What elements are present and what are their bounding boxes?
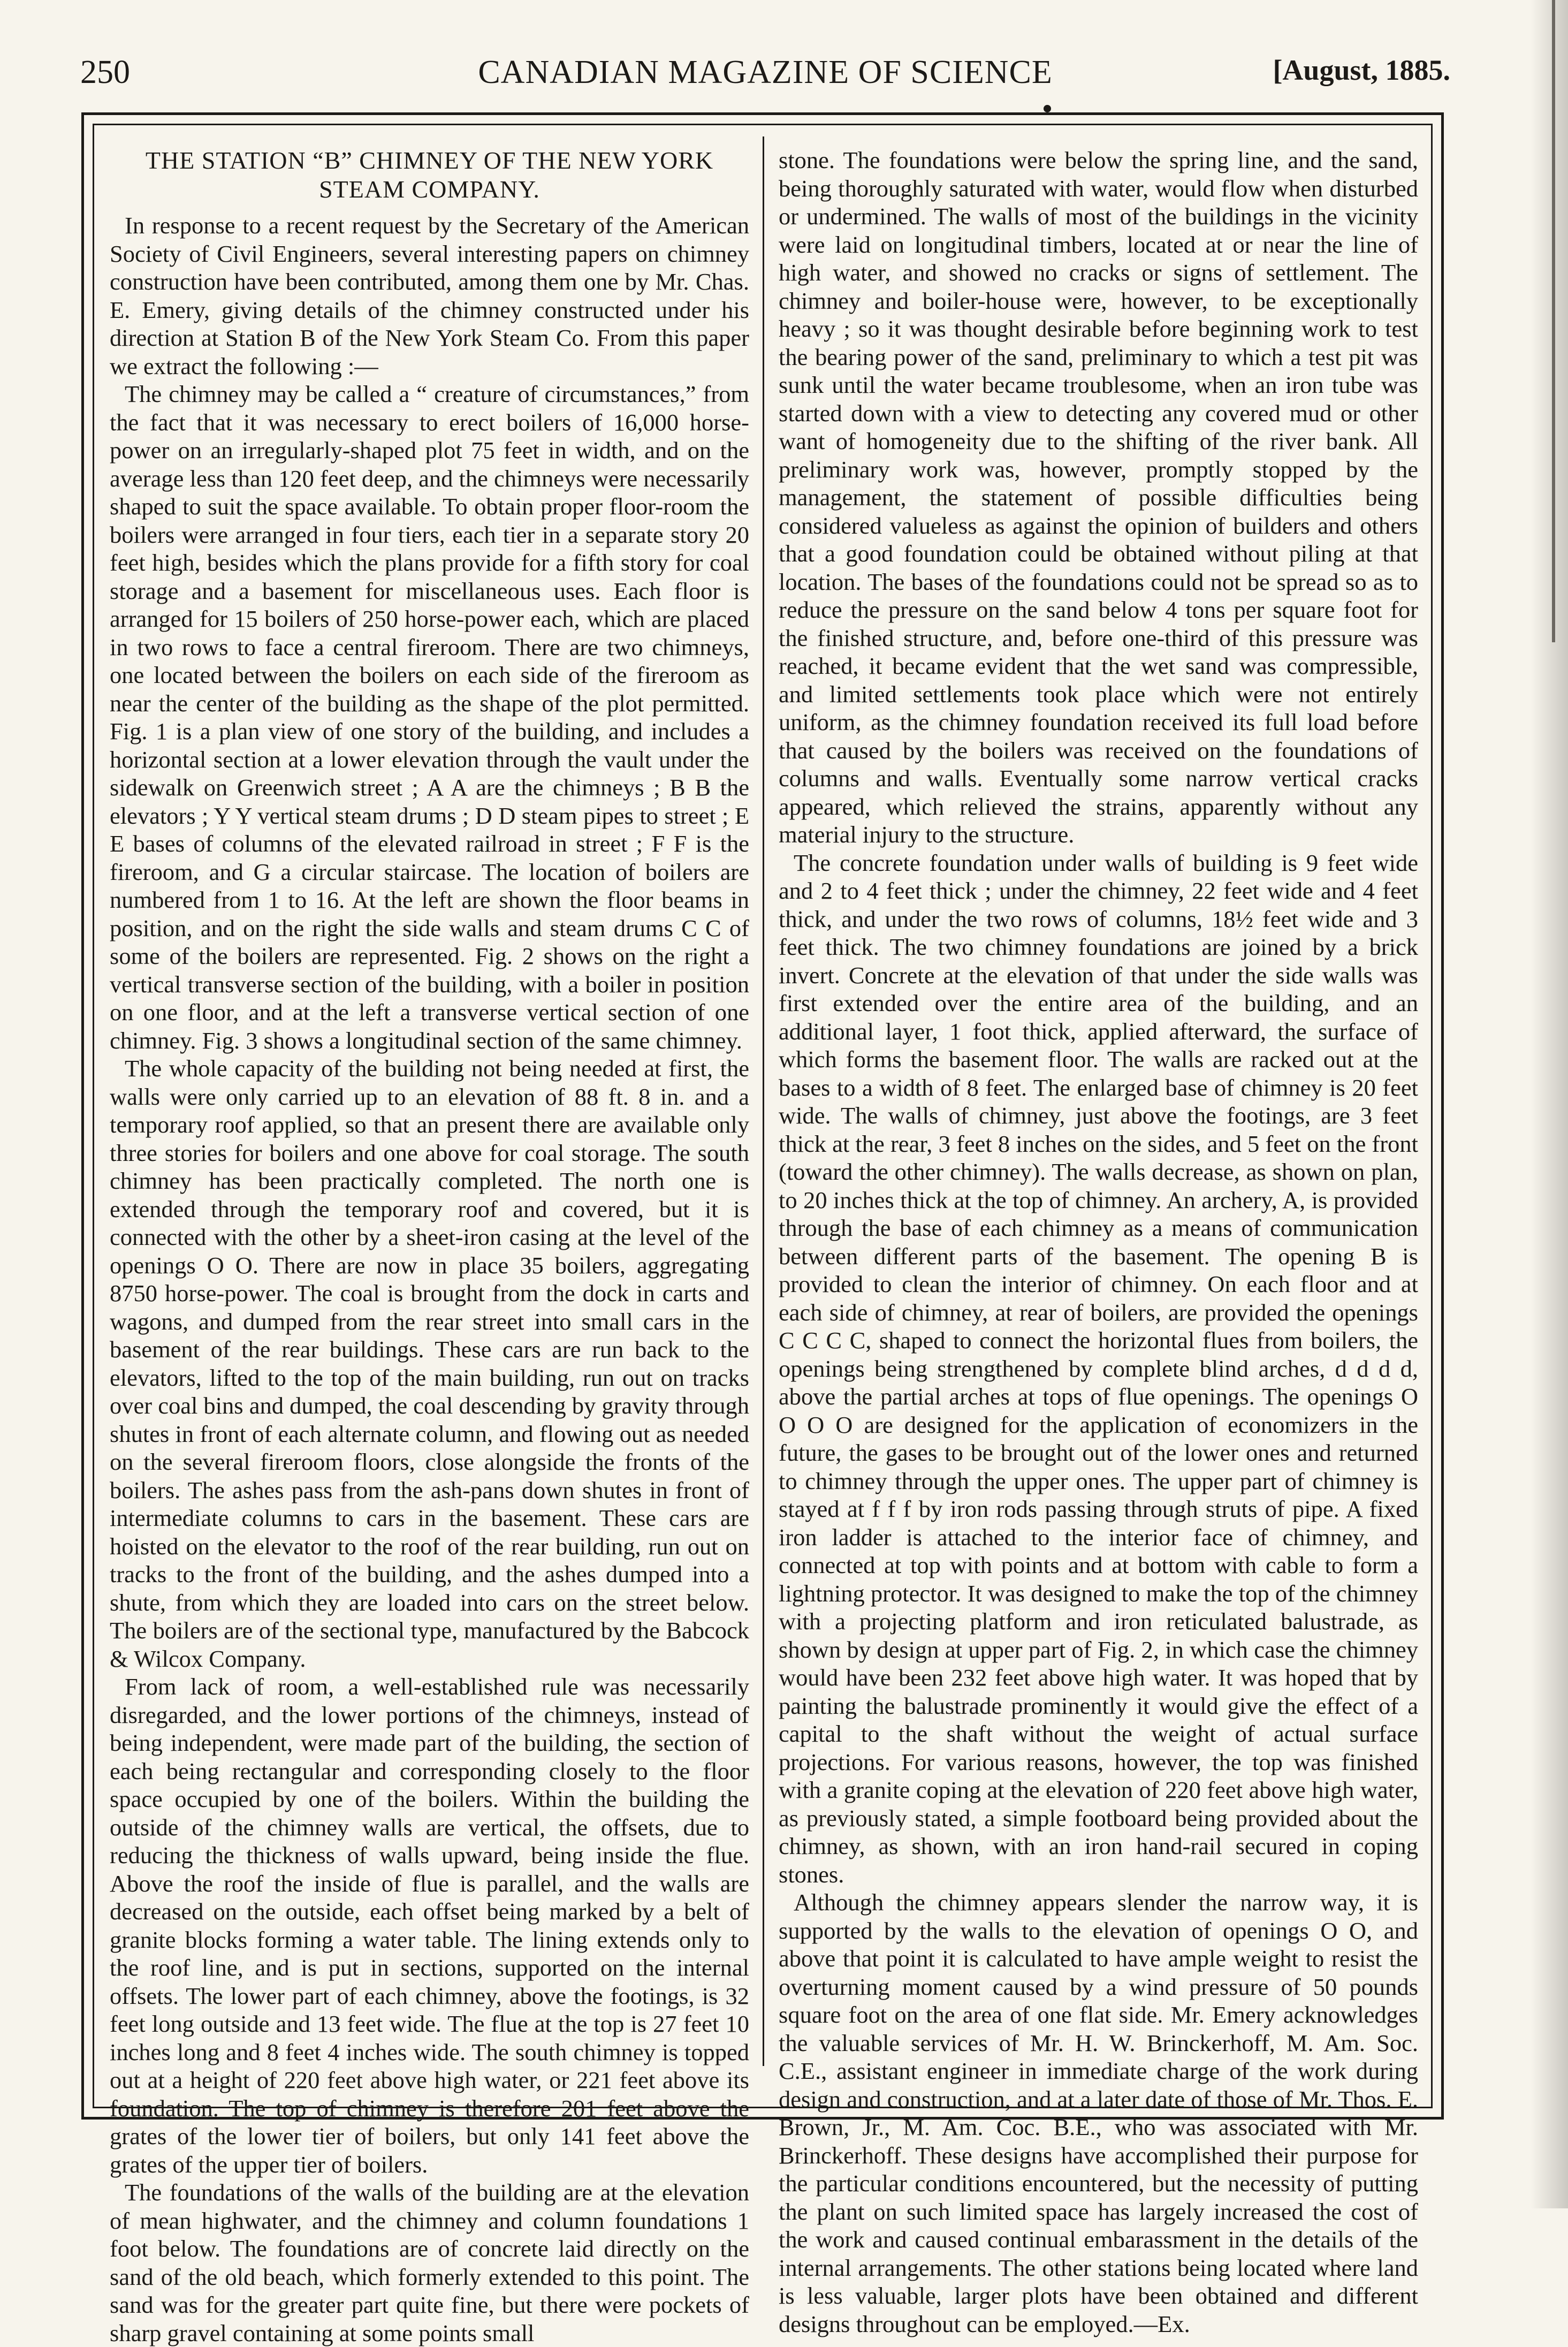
- binding-edge: [1552, 0, 1555, 642]
- binding-shadow: [1531, 0, 1568, 2208]
- paragraph: stone. The foundations were below the spring line, and the sand, being thoroughly saturated with water, would flow when disturbed or undermined. The walls of most of the buildings in the vicinity were laid on longitudinal timbers, located at or near the line of high water, and showed no cracks or signs of settlement. The chimney and boiler-house were, however, to be exceptionally heavy ; so it was thought desirable before beginning work to test the bearing power of the sand, preliminary to which a test pit was sunk until the water became troublesome, when an iron tube was started down with a view to detecting any covered mud or other want of homogeneity due to the shifting of the river bank. All preliminary work was, however, promptly stopped by the management, the statement of possible difficulties being considered valueless as against the opinion of builders and others that a good foundation could be obtained without piling at that location. The bases of the foundations could not be spread so as to reduce the pressure on the sand below 4 tons per square foot for the finished structure, and, before one-third of this pressure was reached, it became evident that the wet sand was compressible, and limited settlements took place which were not entirely uniform, as the chimney foundation received its full load before that caused by the boilers was received on the foundations of columns and walls. Eventually some narrow vertical cracks appeared, which relieved the strains, apparently without any material injury to the structure.: [779, 147, 1418, 848]
- right-column: [779, 146, 1418, 2337]
- page-number: 250: [80, 54, 130, 90]
- article-frame: [81, 112, 1444, 2346]
- paragraph: From lack of room, a well-established rule was necessarily disregarded, and the lower portions of the chimneys, instead of being independent, were made part of the building, the section of each being rectangular and corresponding closely to the floor space occupied by one of the boilers. Within the building the outside of the chimney walls are vertical, the offsets, due to reducing the thickness of walls upward, being inside the flue. Above the roof the inside of flue is parallel, and the walls are decreased on the outside, each offset being marked by a belt of granite blocks forming a water table. The lining extends only to the roof line, and is put in sections, supported on the internal offsets. The lower part of each chimney, above the footings, is 32 feet long outside and 13 feet wide. The flue at the top is 27 feet 10 inches long and 8 feet 4 inches wide. The south chimney is topped out at a height of 220 feet above high water, or 221 feet above its foundation. The top of chimney is therefore 201 feet above the grates of the lower tier of boilers, but only 141 feet above the grates of the upper tier of boilers.: [110, 1673, 749, 2178]
- ink-mark: [1044, 105, 1051, 112]
- paragraph: The concrete foundation under walls of building is 9 feet wide and 2 to 4 feet thick ; under the chimney, 22 feet wide and 4 feet thick, and under the two rows of columns, 18½ feet wide and 3 feet thick. The two chimney foundations are joined by a brick invert. Concrete at the elevation of that under the side walls was first extended over the entire area of the building, and an additional layer, 1 foot thick, applied afterward, the surface of which forms the basement floor. The walls are racked out at the bases to a width of 8 feet. The enlarged base of chimney is 20 feet wide. The walls of chimney, just above the footings, are 3 feet thick at the rear, 3 feet 8 inches on the sides, and 5 feet on the front (toward the other chimney). The walls decrease, as shown on plan, to 20 inches thick at the top of chimney. An archery, A, is provided through the base of each chimney as a means of communication between different parts of the basement. The opening B is provided to clean the interior of chimney. On each floor and at each side of chimney, at rear of boilers, are provided the openings C C C C, shaped to connect the horizontal flues from boilers, the openings being strengthened by complete blind arches, d d d d, above the partial arches at tops of flue openings. The openings O O O O are designed for the application of economizers in the future, the gases to be brought out of the lower ones and returned to chimney through the upper ones. The upper part of chimney is stayed at f f f by iron rods passing through struts of pipe. A fixed iron ladder is attached to the interior face of chimney, and connected at top with points and at bottom with cable to form a lightning protector. It was designed to make the top of the chimney with a projecting platform and iron reticulated balustrade, as shown by design at upper part of Fig. 2, in which case the chimney would have been 232 feet above high water. It was hoped that by painting the balustrade prominently it would give the effect of a capital to the shaft without the weight of actual surface projections. For various reasons, however, the top was finished with a granite coping at the elevation of 220 feet above high water, as previously stated, a simple footboard being provided about the chimney, as shown, with an iron hand-rail secured in coping stones.: [779, 849, 1418, 1888]
- column-divider: [763, 136, 764, 2066]
- running-head: [80, 54, 1450, 96]
- paragraph: The whole capacity of the building not being needed at first, the walls were only carried up to an elevation of 88 ft. 8 in. and a temporary roof applied, so that an present there are available only three stories for boilers and one above for coal storage. The south chimney has been practically completed. The north one is extended through the temporary roof and covered, but it is connected with the other by a sheet-iron casing at the level of the openings O O. There are now in place 35 boilers, aggregating 8750 horse-power. The coal is brought from the dock in carts and wagons, and dumped from the rear street into small cars in the basement of the rear buildings. These cars are run back to the elevators, lifted to the top of the main building, run out on tracks over coal bins and dumped, the coal descending by gravity through shutes in front of each alternate column, and flowing out as needed on the several fireroom floors, close alongside the fronts of the boilers. The ashes pass from the ash-pans down shutes in front of intermediate columns to cars in the basement. These cars are hoisted on the elevator to the roof of the rear building, run out on tracks to the front of the building, and the ashes dumped into a shute, from which they are loaded into cars on the street below. The boilers are of the sectional type, manufactured by the Babcock & Wilcox Company.: [110, 1055, 750, 1672]
- paragraph: The chimney may be called a “ creature of circumstances,” from the fact that it was necessary to erect boilers of 16,000 horse-power on an irregularly-shaped plot 75 feet in width, and on the average less than 120 feet deep, and the chimneys were necessarily shaped to suit the space available. To obtain proper floor-room the boilers were arranged in four tiers, each tier in a separate story 20 feet high, besides which the plans provide for a fifth story for coal storage and a basement for miscellaneous uses. Each floor is arranged for 15 boilers of 250 horse-power each, which are placed in two rows to face a central fireroom. There are two chimneys, one located between the boilers on each side of the fireroom as near the center of the building as the shape of the plot permitted. Fig. 1 is a plan view of one story of the building, and includes a horizontal section at a lower elevation through the vault under the sidewalk on Greenwich street ; A A are the chimneys ; B B the elevators ; Y Y vertical steam drums ; D D steam pipes to street ; E E bases of columns of the elevated railroad in street ; F F is the fireroom, and G a circular staircase. The location of boilers are numbered from 1 to 16. At the left are shown the floor beams in position, and on the right the side walls and steam drums C C of some of the boilers are represented. Fig. 2 shows on the right a vertical transverse section of the building, with a boiler in position on one floor, and at the left a transverse vertical section of one chimney. Fig. 3 shows a longitudinal section of the same chimney.: [110, 381, 749, 1054]
- issue-date: [August, 1885.: [1273, 54, 1450, 86]
- paragraph: The foundations of the walls of the building are at the elevation of mean highwater, and the chimney and column foundations 1 foot below. The foundations are of concrete laid directly on the sand of the old beach, which formerly extended to this point. The sand was for the greater part quite fine, but there were pockets of sharp gravel containing at some points small: [110, 2179, 749, 2346]
- paragraph: In response to a recent request by the Secretary of the American Society of Civil Engineers, several interesting papers on chimney construction have been contributed, among them one by Mr. Chas. E. Emery, giving details of the chimney constructed under his direction at Station B of the New York Steam Co. From this paper we extract the following :—: [110, 212, 749, 379]
- left-column: [110, 146, 750, 2346]
- magazine-title: CANADIAN MAGAZINE OF SCIENCE: [478, 54, 1053, 90]
- article-title: THE STATION “B” CHIMNEY OF THE NEW YORK STEAM COMPANY.: [145, 147, 714, 203]
- paragraph: Although the chimney appears slender the narrow way, it is supported by the walls to the elevation of openings O O, and above that point it is calculated to have ample weight to resist the overturning moment caused by a wind pressure of 50 pounds square foot on the area of one flat side. Mr. Emery acknowledges the valuable services of Mr. H. W. Brinckerhoff, M. Am. Soc. C.E., assistant engineer in immediate charge of the work during design and construction, and at a later date of those of Mr. Thos. E. Brown, Jr., M. Am. Coc. B.E., who was associated with Mr. Brinckerhoff. These designs have accomplished their purpose for the particular conditions encountered, but the necessity of putting the plant on such limited space has largely increased the cost of the work and caused continual embarassment in the details of the internal arrangements. The other stations being located where land is less valuable, larger plots have been obtained and different designs throughout can be employed.—Ex.: [779, 1889, 1418, 2337]
